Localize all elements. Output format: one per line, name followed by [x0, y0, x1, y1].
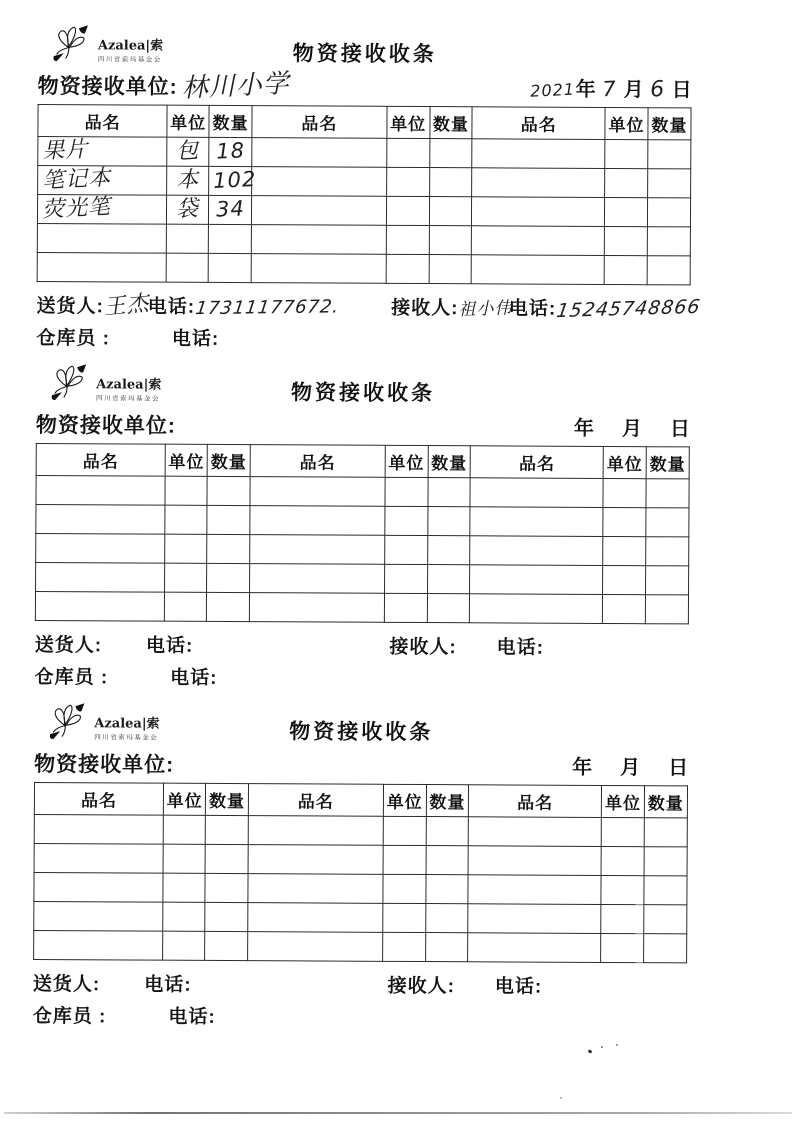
- table-cell: [468, 846, 601, 876]
- table-cell: [605, 197, 648, 226]
- table-cell: [382, 903, 425, 932]
- handwritten-month: [592, 773, 620, 774]
- column-header: 单位: [387, 106, 430, 138]
- column-header: 品名: [36, 443, 165, 476]
- warehouse-label: 仓库员 :: [32, 1005, 107, 1028]
- table-cell: [647, 169, 690, 198]
- table-cell: [207, 505, 250, 534]
- table-cell: [601, 846, 644, 875]
- receiver-phone-label: 电话:: [496, 637, 545, 659]
- table-cell: [425, 933, 468, 962]
- sender-phone-label: 电话:: [144, 974, 192, 996]
- table-cell: [384, 564, 427, 593]
- unit-label: 物资接收单位:: [35, 413, 176, 438]
- column-header: 数量: [209, 105, 252, 137]
- warehouse-label: 仓库员 :: [34, 666, 109, 689]
- table-row: [37, 195, 690, 227]
- table-cell: [35, 591, 164, 621]
- day-label: 日: [668, 757, 689, 780]
- handwritten-sender-name: [102, 649, 146, 653]
- table-cell: [205, 902, 248, 931]
- logo-text: [96, 373, 161, 402]
- handwritten-month: 7: [601, 76, 618, 102]
- handwritten-item-name: 果片: [41, 137, 89, 165]
- table-row: [35, 591, 688, 623]
- table-cell: [205, 931, 248, 960]
- table-cell: [207, 476, 250, 505]
- table-cell: [605, 255, 648, 284]
- handwritten-receiver-phone: [542, 991, 652, 994]
- table-cell: [34, 901, 163, 931]
- column-header: 单位: [383, 784, 426, 816]
- handwritten-item-qty: 34: [215, 196, 246, 222]
- handwritten-year: [526, 773, 572, 775]
- table-cell: [426, 817, 469, 846]
- table-cell: [248, 845, 383, 875]
- table-cell: [34, 930, 163, 960]
- receiver-label: 接收人:: [389, 636, 457, 659]
- paper-sheet: [32, 22, 702, 1042]
- items-table: [37, 104, 692, 285]
- items-table: [35, 443, 690, 624]
- table-cell: [165, 563, 207, 592]
- column-header: 单位: [602, 785, 645, 817]
- table-cell: [430, 139, 473, 168]
- table-cell: [470, 478, 603, 508]
- date-line: [526, 751, 688, 781]
- table-cell: [601, 875, 644, 904]
- warehouse-line: [35, 662, 689, 690]
- date-line: [528, 412, 690, 442]
- table-cell: [205, 873, 248, 902]
- table-cell: [429, 255, 472, 284]
- table-cell: [427, 565, 470, 594]
- azalea-logo: [48, 702, 159, 742]
- table-cell: [167, 224, 209, 253]
- table-cell: [252, 138, 387, 168]
- table-cell: [603, 507, 646, 536]
- warehouse-line: [36, 323, 690, 351]
- month-label: 月: [620, 757, 641, 780]
- table-cell: [646, 537, 689, 566]
- form-title: 物资接收收条: [292, 42, 437, 67]
- receipt-form-3: [33, 700, 689, 1029]
- form-header: [36, 361, 690, 408]
- table-cell: [383, 816, 426, 845]
- table-cell: [386, 167, 429, 196]
- table-cell: [648, 140, 691, 169]
- table-cell: [206, 592, 249, 621]
- table-cell: [163, 902, 205, 931]
- handwritten-year: 2021: [529, 79, 576, 101]
- year-label: 年: [572, 756, 593, 779]
- column-header: 单位: [164, 783, 206, 815]
- column-header: 品名: [250, 445, 385, 478]
- warehouse-line: [33, 1001, 687, 1029]
- handwritten-unit-value: 林川小学: [181, 68, 291, 104]
- handwritten-item-unit: 包: [175, 138, 201, 165]
- table-cell: [646, 508, 689, 537]
- table-cell: [384, 535, 427, 564]
- table-cell: [36, 475, 165, 505]
- table-cell: [601, 904, 644, 933]
- table-cell: [209, 166, 257, 195]
- handwritten-month: [594, 434, 622, 435]
- table-cell: [252, 167, 387, 197]
- table-cell: [471, 226, 604, 256]
- table-cell: [470, 507, 603, 537]
- handwritten-receiver-name: [457, 653, 497, 654]
- table-cell: [426, 875, 469, 904]
- azalea-logo: [50, 363, 161, 403]
- table-cell: [644, 818, 687, 847]
- handwritten-item-unit: 本: [175, 167, 200, 194]
- table-cell: [165, 505, 207, 534]
- table-cell: [643, 934, 686, 963]
- table-cell: [429, 226, 472, 255]
- table-cell: [603, 478, 646, 507]
- table-cell: [38, 166, 167, 196]
- table-cell: [383, 874, 426, 903]
- table-cell: [165, 534, 207, 563]
- handwritten-unit-value: [178, 769, 298, 775]
- table-cell: [426, 846, 469, 875]
- table-cell: [163, 815, 205, 844]
- table-cell: [647, 256, 690, 285]
- sender-phone-label: 电话:: [147, 296, 196, 318]
- unit-label: 物资接收单位:: [37, 74, 178, 99]
- handwritten-receiver-name: 祖小伟: [458, 298, 513, 321]
- table-cell: [250, 477, 385, 507]
- table-cell: [248, 932, 383, 962]
- table-row: [36, 475, 689, 507]
- month-label: 月: [621, 418, 642, 441]
- table-cell: [428, 478, 471, 507]
- table-cell: [645, 566, 688, 595]
- table-cell: [603, 594, 646, 623]
- table-cell: [163, 844, 205, 873]
- table-cell: [471, 255, 604, 285]
- column-header: 数量: [205, 783, 248, 815]
- table-cell: [427, 594, 470, 623]
- day-label: 日: [669, 418, 690, 441]
- table-cell: [472, 168, 605, 198]
- table-cell: [644, 847, 687, 876]
- handwritten-item-name: 荧光笔: [41, 194, 112, 223]
- table-cell: [248, 816, 383, 846]
- handwritten-item-unit: 袋: [175, 196, 200, 223]
- receipt-form-1: [36, 22, 702, 351]
- column-header: 数量: [644, 786, 687, 818]
- table-cell: [205, 815, 248, 844]
- table-cell: [605, 226, 648, 255]
- logo-brand-text: Azalea|索: [94, 716, 160, 732]
- form-title: 物资接收收条: [289, 720, 434, 745]
- receiver-label: 接收人:: [391, 297, 459, 320]
- table-cell: [248, 874, 383, 904]
- handwritten-day: 6: [649, 76, 666, 103]
- form-header: [38, 22, 692, 69]
- sender-label: 送货人:: [34, 634, 103, 657]
- table-cell: [470, 594, 603, 624]
- table-cell: [470, 536, 603, 566]
- table-cell: [386, 225, 429, 254]
- table-cell: [468, 875, 601, 905]
- warehouse-label: 仓库员 :: [36, 327, 111, 350]
- signature-line: [33, 969, 687, 999]
- table-cell: [167, 166, 209, 195]
- table-cell: [205, 844, 248, 873]
- table-cell: [382, 932, 425, 961]
- table-row: [34, 930, 687, 962]
- column-header: 单位: [165, 444, 207, 476]
- receiver-phone-label: 电话:: [494, 976, 543, 998]
- table-cell: [468, 817, 601, 847]
- table-cell: [470, 565, 603, 595]
- sender-label: 送货人:: [36, 295, 104, 318]
- table-cell: [250, 506, 385, 536]
- signature-line: [35, 630, 689, 660]
- table-row: [38, 137, 691, 169]
- column-header: 品名: [469, 785, 602, 818]
- receipt-form-2: [35, 361, 691, 690]
- column-header: 单位: [385, 445, 428, 477]
- column-header: 单位: [605, 107, 648, 139]
- azalea-flower-icon: [48, 703, 92, 741]
- handwritten-receiver-name: [455, 992, 495, 993]
- table-row: [34, 843, 687, 875]
- handwritten-day: [642, 435, 670, 436]
- table-cell: [163, 931, 205, 960]
- handwritten-sender-name: [100, 988, 144, 992]
- table-row: [34, 901, 687, 933]
- table-row: [37, 223, 690, 255]
- column-header: 单位: [167, 105, 209, 137]
- handwritten-sender-name: 王杰: [102, 291, 151, 321]
- scanner-edge-shadow: [4, 1112, 792, 1114]
- header-row: [34, 782, 687, 817]
- column-header: 数量: [430, 107, 473, 139]
- table-cell: [209, 137, 252, 166]
- table-cell: [427, 536, 470, 565]
- column-header: 数量: [648, 108, 691, 140]
- handwritten-item-qty: 18: [215, 138, 246, 164]
- ink-speck: [616, 1044, 618, 1046]
- handwritten-sender-phone: [193, 651, 343, 653]
- table-cell: [605, 139, 648, 168]
- day-label: 日: [671, 79, 692, 102]
- table-cell: [165, 476, 207, 505]
- table-cell: [167, 195, 209, 224]
- table-cell: [34, 814, 163, 844]
- table-cell: [603, 536, 646, 565]
- logo-brand-text: Azalea|索: [96, 377, 162, 393]
- receiver-label: 接收人:: [387, 975, 455, 998]
- table-cell: [166, 253, 208, 282]
- table-cell: [605, 168, 648, 197]
- table-row: [36, 562, 689, 594]
- unit-line: [34, 748, 688, 781]
- table-cell: [601, 933, 644, 962]
- sender-label: 送货人:: [32, 973, 101, 996]
- unit-line: [36, 409, 690, 442]
- table-cell: [38, 137, 167, 167]
- column-header: 品名: [472, 107, 605, 140]
- azalea-flower-icon: [50, 364, 94, 402]
- logo-subtext: 四川省索玛基金会: [94, 734, 159, 742]
- table-cell: [163, 873, 205, 902]
- handwritten-sender-phone: 17311177672.: [193, 296, 341, 320]
- table-cell: [429, 197, 472, 226]
- receiver-phone-label: 电话:: [508, 298, 557, 320]
- year-label: 年: [573, 417, 594, 440]
- ink-speck: [560, 1097, 562, 1099]
- table-row: [36, 533, 689, 565]
- year-label: 年: [575, 78, 596, 101]
- table-cell: [167, 137, 209, 166]
- table-cell: [384, 593, 427, 622]
- table-cell: [208, 224, 251, 253]
- table-cell: [36, 533, 165, 563]
- handwritten-year: [528, 434, 574, 436]
- column-header: 数量: [646, 447, 689, 479]
- table-cell: [208, 253, 251, 282]
- form-title: 物资接收收条: [291, 381, 436, 406]
- table-row: [34, 872, 687, 904]
- table-cell: [426, 904, 469, 933]
- table-cell: [428, 507, 471, 536]
- table-cell: [34, 872, 163, 902]
- table-cell: [207, 534, 250, 563]
- table-cell: [207, 563, 250, 592]
- table-cell: [468, 904, 601, 934]
- header-row: [36, 443, 689, 478]
- table-cell: [645, 595, 688, 624]
- table-cell: [647, 198, 690, 227]
- items-table: [33, 782, 688, 963]
- table-cell: [36, 562, 165, 592]
- table-cell: [644, 876, 687, 905]
- table-row: [37, 252, 690, 284]
- table-cell: [34, 843, 163, 873]
- table-cell: [250, 593, 385, 623]
- month-label: 月: [623, 79, 644, 102]
- column-header: 品名: [252, 106, 387, 139]
- handwritten-day: [640, 774, 668, 775]
- handwritten-sender-phone: [192, 990, 342, 992]
- column-header: 数量: [428, 446, 471, 478]
- unit-line: [38, 70, 692, 103]
- column-header: 单位: [604, 446, 647, 478]
- signature-line: [36, 291, 702, 323]
- warehouse-phone-label: 电话:: [171, 328, 220, 350]
- table-cell: [209, 195, 252, 224]
- table-cell: [472, 139, 605, 169]
- table-cell: [37, 223, 166, 253]
- warehouse-phone-label: 电话:: [168, 1006, 216, 1028]
- column-header: 品名: [249, 784, 384, 817]
- date-line: [530, 73, 692, 103]
- table-row: [38, 166, 691, 198]
- form-header: [34, 700, 688, 747]
- logo-brand-text: Azalea|索: [97, 38, 164, 54]
- table-cell: [36, 504, 165, 534]
- table-cell: [646, 479, 689, 508]
- table-cell: [385, 477, 428, 506]
- handwritten-item-qty: 102: [212, 167, 257, 194]
- table-cell: [37, 195, 166, 225]
- logo-text: [94, 712, 159, 741]
- table-cell: [386, 138, 429, 167]
- table-cell: [250, 564, 385, 594]
- header-row: [38, 105, 691, 140]
- logo-subtext: 四川省索玛基金会: [97, 56, 162, 64]
- table-cell: [252, 196, 387, 226]
- column-header: 品名: [34, 782, 163, 815]
- column-header: 数量: [207, 444, 250, 476]
- column-header: 数量: [426, 785, 469, 817]
- table-cell: [603, 565, 646, 594]
- table-cell: [383, 845, 426, 874]
- table-cell: [248, 903, 383, 933]
- unit-label: 物资接收单位:: [34, 752, 175, 777]
- table-row: [36, 504, 689, 536]
- azalea-logo: [52, 24, 163, 64]
- table-cell: [37, 252, 166, 282]
- table-cell: [251, 254, 386, 284]
- table-cell: [165, 592, 207, 621]
- table-cell: [251, 225, 386, 255]
- table-cell: [472, 197, 605, 227]
- ink-speck: [601, 1046, 603, 1048]
- sender-phone-label: 电话:: [146, 635, 194, 657]
- table-cell: [386, 254, 429, 283]
- table-cell: [468, 933, 601, 963]
- logo-text: [98, 34, 163, 63]
- handwritten-item-name: 笔记本: [41, 165, 112, 194]
- ink-speck: [588, 1049, 593, 1054]
- handwritten-unit-value: [180, 430, 300, 436]
- table-cell: [647, 227, 690, 256]
- handwritten-receiver-phone: [544, 652, 654, 655]
- table-cell: [429, 168, 472, 197]
- table-cell: [644, 905, 687, 934]
- table-cell: [384, 506, 427, 535]
- warehouse-phone-label: 电话:: [170, 667, 218, 689]
- handwritten-receiver-phone: 15245748866: [554, 295, 702, 323]
- table-row: [34, 814, 687, 846]
- table-cell: [386, 196, 429, 225]
- column-header: 品名: [470, 446, 603, 479]
- table-cell: [602, 817, 645, 846]
- table-cell: [250, 535, 385, 565]
- column-header: 品名: [38, 105, 167, 138]
- azalea-flower-icon: [52, 25, 96, 63]
- logo-subtext: 四川省索玛基金会: [96, 395, 161, 403]
